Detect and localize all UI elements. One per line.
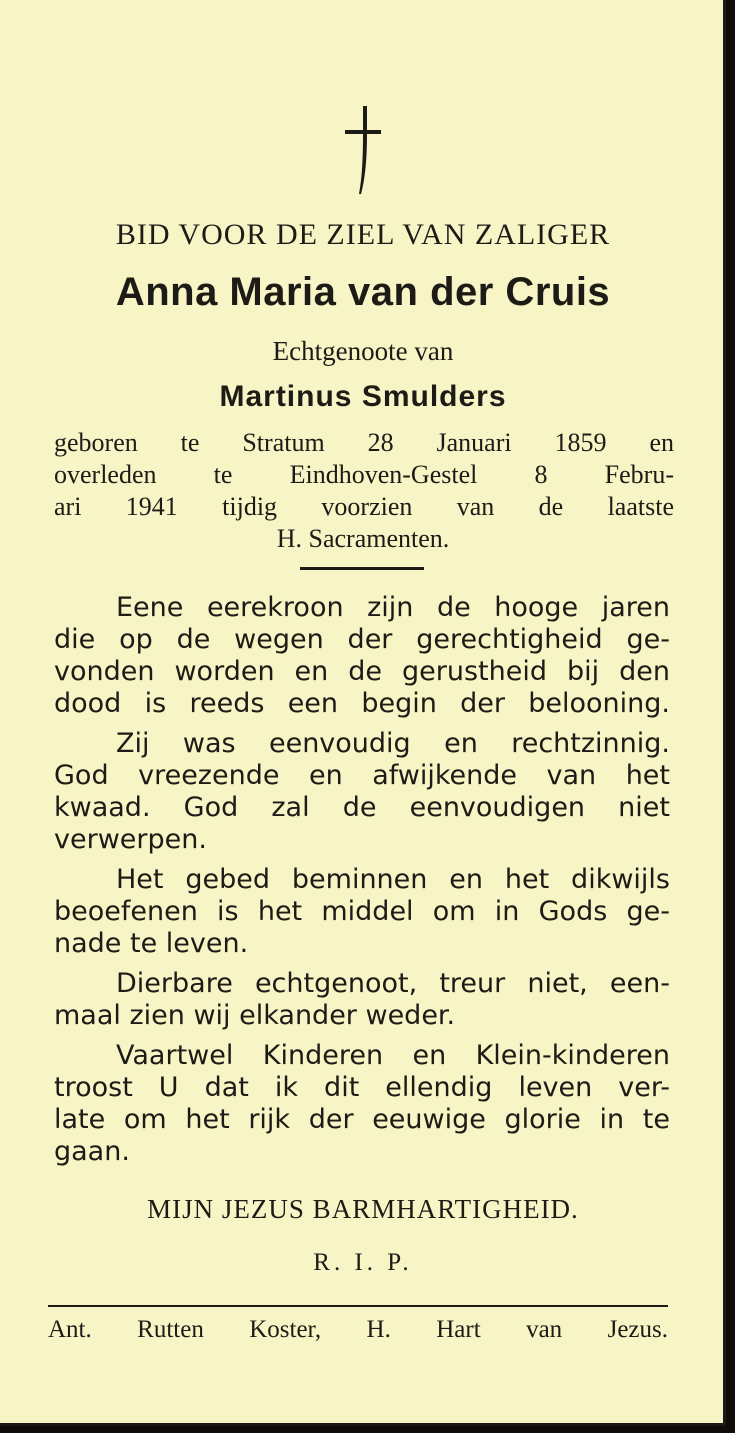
verse-text: Het gebed beminnen en het dikwijls (116, 864, 670, 895)
spouse-name: Martinus Smulders (219, 380, 507, 413)
verse-line: verwerpen. (54, 824, 207, 855)
section-divider (300, 567, 424, 570)
bio-line: ari 1941 tijdig voorzien van de laatste (54, 492, 674, 521)
verse-line: dood is reeds een begin der belooning. (54, 688, 670, 719)
verse-text: Eene eerekroon zijn de hooge jaren (116, 592, 670, 623)
deceased-name: Anna Maria van der Cruis (115, 270, 611, 314)
closing-prayer: MIJN JEZUS BARMHARTIGHEID. (147, 1194, 579, 1224)
card-heading: BID VOOR DE ZIEL VAN ZALIGER (115, 218, 611, 251)
latin-cross-icon (341, 104, 385, 196)
verse-text: Dierbare echtgenoot, treur niet, een- (116, 968, 670, 999)
verse-line: maal zien wij elkander weder. (54, 1000, 456, 1031)
printer-credit: Ant. Rutten Koster, H. Hart van Jezus. (48, 1316, 668, 1343)
verse-line: late om het rijk der eeuwige glorie in te (54, 1104, 670, 1135)
rip-text: R. I. P. (313, 1249, 413, 1276)
verse-line (54, 1040, 670, 1071)
verse-line (54, 728, 670, 759)
bio-line: geboren te Stratum 28 Januari 1859 en (54, 428, 674, 457)
verse-line: kwaad. God zal de eenvoudigen niet (54, 792, 670, 823)
verse-line (54, 968, 670, 999)
bio-line: overleden te Eindhoven-Gestel 8 Febru- (54, 460, 674, 489)
verse-line: beoefenen is het middel om in Gods ge- (54, 896, 670, 927)
verse-line: nade te leven. (54, 928, 249, 959)
verse-text: Vaartwel Kinderen en Klein-kinderen (116, 1040, 670, 1071)
verse-line (54, 864, 670, 895)
verse-line: troost U dat ik dit ellendig leven ver- (54, 1072, 670, 1103)
bio-last-line: H. Sacramenten. (276, 524, 450, 553)
verse-line: die op de wegen der gerechtigheid ge- (54, 624, 670, 655)
verse-line: gaan. (54, 1136, 130, 1167)
verse-line: vonden worden en de gerustheid bij den (54, 656, 670, 687)
verse-text: Zij was eenvoudig en rechtzinnig. (116, 728, 670, 759)
verse-line: God vreezende en afwijkende van het (54, 760, 670, 791)
spouse-intro: Echtgenoote van (272, 336, 454, 366)
footer-rule (48, 1305, 668, 1307)
verse-line (54, 592, 670, 623)
